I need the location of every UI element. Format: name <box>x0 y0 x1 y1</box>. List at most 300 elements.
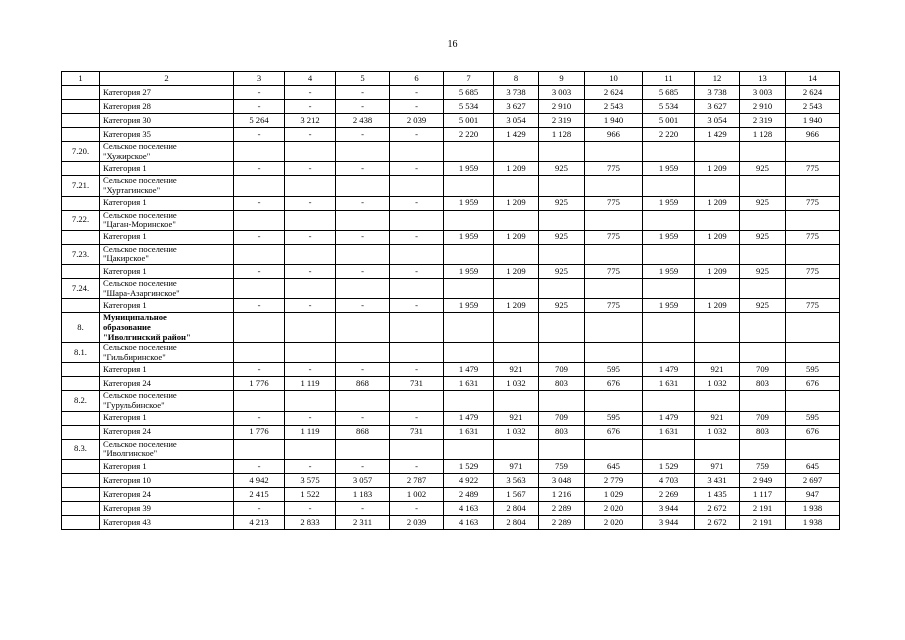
row-number-cell <box>62 411 100 425</box>
table-row <box>62 299 840 313</box>
row-name-cell <box>100 425 234 439</box>
value-cell <box>585 244 643 264</box>
value-cell <box>234 244 285 264</box>
value-cell <box>285 391 336 411</box>
value-cell: 1 209 <box>695 299 740 313</box>
row-name-line: "Гурульбинское" <box>103 400 165 410</box>
value-cell <box>740 343 786 363</box>
row-name-cell <box>100 473 234 487</box>
value-cell <box>285 244 336 264</box>
row-name-line: Категория 1 <box>103 299 147 310</box>
row-name-cell <box>100 391 234 411</box>
value-cell <box>390 391 444 411</box>
row-number-cell <box>62 162 100 176</box>
value-cell <box>336 176 390 196</box>
value-cell: - <box>285 411 336 425</box>
table-row <box>62 363 840 377</box>
value-cell: 3 944 <box>643 501 695 515</box>
value-cell: 1 429 <box>494 128 539 142</box>
value-cell <box>336 313 390 343</box>
row-name-line: "Шара-Азаргинское" <box>103 287 180 298</box>
value-cell <box>234 210 285 230</box>
value-cell: - <box>285 100 336 114</box>
row-name-line: Категория 27 <box>103 86 151 97</box>
value-cell: - <box>234 128 285 142</box>
value-cell <box>643 279 695 299</box>
value-cell <box>740 176 786 196</box>
value-cell <box>786 313 840 343</box>
value-cell: - <box>390 501 444 515</box>
value-cell <box>234 142 285 162</box>
value-cell: 2 672 <box>695 515 740 529</box>
table-row <box>62 459 840 473</box>
value-cell: 1 959 <box>643 299 695 313</box>
value-cell: - <box>234 230 285 244</box>
value-cell: 803 <box>740 377 786 391</box>
value-cell: 1 959 <box>643 265 695 279</box>
value-cell <box>786 176 840 196</box>
value-cell <box>539 142 585 162</box>
value-cell <box>444 343 494 363</box>
row-name-line: Категория 24 <box>103 426 151 437</box>
value-cell: 1 029 <box>585 487 643 501</box>
value-cell <box>539 313 585 343</box>
value-cell: - <box>390 299 444 313</box>
value-cell: 2 543 <box>786 100 840 114</box>
value-cell <box>539 279 585 299</box>
value-cell: 925 <box>740 265 786 279</box>
value-cell: 1 959 <box>444 230 494 244</box>
value-cell: 2 289 <box>539 501 585 515</box>
row-name-cell <box>100 162 234 176</box>
value-cell: 1 631 <box>444 425 494 439</box>
value-cell: 775 <box>786 299 840 313</box>
row-name-line: "Иволгинский район" <box>103 331 191 342</box>
column-header: 2 <box>100 72 234 86</box>
row-name-line: Категория 43 <box>103 516 151 527</box>
value-cell: - <box>390 196 444 210</box>
value-cell <box>444 313 494 343</box>
column-header: 4 <box>285 72 336 86</box>
value-cell <box>494 343 539 363</box>
value-cell: 759 <box>740 459 786 473</box>
value-cell: 1 940 <box>786 114 840 128</box>
table-row <box>62 343 840 363</box>
value-cell <box>786 279 840 299</box>
row-name-line: "Цакирское" <box>103 253 149 264</box>
value-cell <box>740 439 786 459</box>
value-cell <box>695 313 740 343</box>
value-cell: 676 <box>585 425 643 439</box>
value-cell <box>494 142 539 162</box>
column-header: 10 <box>585 72 643 86</box>
row-name-cell <box>100 100 234 114</box>
value-cell: 1 479 <box>643 363 695 377</box>
value-cell: 1 209 <box>695 265 740 279</box>
value-cell: 595 <box>585 411 643 425</box>
value-cell: 2 220 <box>643 128 695 142</box>
value-cell <box>585 391 643 411</box>
value-cell: - <box>285 196 336 210</box>
value-cell: 1 209 <box>494 196 539 210</box>
value-cell: 803 <box>539 425 585 439</box>
value-cell <box>444 210 494 230</box>
value-cell <box>494 279 539 299</box>
value-cell: 4 922 <box>444 473 494 487</box>
value-cell: 676 <box>786 425 840 439</box>
value-cell: - <box>285 230 336 244</box>
value-cell: 1 631 <box>444 377 494 391</box>
value-cell <box>336 210 390 230</box>
value-cell: 2 220 <box>444 128 494 142</box>
row-name-line: Категория 28 <box>103 100 151 111</box>
value-cell <box>695 210 740 230</box>
value-cell <box>285 176 336 196</box>
value-cell: 4 163 <box>444 501 494 515</box>
row-number-cell: 8.1. <box>62 343 100 363</box>
value-cell: 5 001 <box>444 114 494 128</box>
value-cell <box>285 142 336 162</box>
row-number-cell <box>62 265 100 279</box>
value-cell: 1 209 <box>494 299 539 313</box>
column-header: 6 <box>390 72 444 86</box>
value-cell: 595 <box>786 363 840 377</box>
row-name-line: Сельское поселение <box>103 210 177 220</box>
value-cell <box>695 142 740 162</box>
value-cell: - <box>234 459 285 473</box>
value-cell <box>539 343 585 363</box>
value-cell: 2 191 <box>740 501 786 515</box>
value-cell: 3 431 <box>695 473 740 487</box>
row-name-line: Категория 10 <box>103 474 151 485</box>
value-cell: 2 833 <box>285 515 336 529</box>
column-header: 9 <box>539 72 585 86</box>
value-cell: 676 <box>786 377 840 391</box>
row-name-line: Сельское поселение <box>103 141 177 151</box>
value-cell: 3 212 <box>285 114 336 128</box>
value-cell: 645 <box>585 459 643 473</box>
value-cell: 925 <box>740 299 786 313</box>
value-cell <box>234 343 285 363</box>
value-cell: 3 575 <box>285 473 336 487</box>
value-cell: 925 <box>539 162 585 176</box>
row-number-cell <box>62 100 100 114</box>
value-cell: 775 <box>786 196 840 210</box>
table-row <box>62 411 840 425</box>
value-cell: 925 <box>539 299 585 313</box>
value-cell: 775 <box>585 162 643 176</box>
value-cell: - <box>336 459 390 473</box>
value-cell: 3 944 <box>643 515 695 529</box>
row-name-line: Категория 24 <box>103 378 151 389</box>
value-cell: - <box>390 162 444 176</box>
value-cell: - <box>234 196 285 210</box>
row-name-cell <box>100 377 234 391</box>
value-cell: 1 522 <box>285 487 336 501</box>
value-cell: 5 685 <box>444 86 494 100</box>
column-header: 3 <box>234 72 285 86</box>
value-cell: 2 438 <box>336 114 390 128</box>
value-cell <box>539 176 585 196</box>
value-cell: - <box>336 230 390 244</box>
table-row <box>62 86 840 100</box>
value-cell: 1 938 <box>786 501 840 515</box>
value-cell: 2 624 <box>585 86 643 100</box>
value-cell <box>643 439 695 459</box>
value-cell <box>444 279 494 299</box>
value-cell: 1 209 <box>695 162 740 176</box>
row-number-cell <box>62 86 100 100</box>
row-name-cell <box>100 313 234 343</box>
value-cell: 2 787 <box>390 473 444 487</box>
column-header: 13 <box>740 72 786 86</box>
row-number-cell <box>62 425 100 439</box>
value-cell: - <box>336 196 390 210</box>
value-cell <box>740 279 786 299</box>
value-cell <box>695 176 740 196</box>
value-cell: 1 959 <box>643 162 695 176</box>
value-cell: - <box>234 100 285 114</box>
row-name-line: Категория 1 <box>103 265 147 276</box>
tariff-table <box>61 71 840 530</box>
row-name-cell <box>100 176 234 196</box>
row-name-line: Сельское поселение <box>103 278 177 288</box>
value-cell <box>740 244 786 264</box>
row-number-cell <box>62 230 100 244</box>
value-cell: 1 940 <box>585 114 643 128</box>
value-cell: 2 804 <box>494 501 539 515</box>
value-cell <box>234 391 285 411</box>
value-cell: 1 479 <box>643 411 695 425</box>
value-cell: 1 209 <box>494 162 539 176</box>
row-number-cell: 7.23. <box>62 244 100 264</box>
value-cell <box>539 244 585 264</box>
value-cell: 868 <box>336 425 390 439</box>
row-name-cell <box>100 230 234 244</box>
value-cell: 5 534 <box>444 100 494 114</box>
value-cell: 966 <box>786 128 840 142</box>
row-name-line: Сельское поселение <box>103 244 177 254</box>
page-number: 16 <box>447 39 458 50</box>
value-cell: 775 <box>585 299 643 313</box>
row-number-cell <box>62 377 100 391</box>
row-number-cell <box>62 501 100 515</box>
value-cell: - <box>390 230 444 244</box>
value-cell: 1 209 <box>494 265 539 279</box>
value-cell: 5 534 <box>643 100 695 114</box>
value-cell <box>786 210 840 230</box>
value-cell: 2 697 <box>786 473 840 487</box>
value-cell: - <box>285 501 336 515</box>
value-cell <box>539 439 585 459</box>
value-cell: - <box>285 299 336 313</box>
value-cell <box>285 343 336 363</box>
row-name-cell <box>100 487 234 501</box>
row-number-cell: 8.3. <box>62 439 100 459</box>
value-cell: 925 <box>539 196 585 210</box>
value-cell <box>494 244 539 264</box>
value-cell: 2 020 <box>585 515 643 529</box>
row-number-cell <box>62 473 100 487</box>
row-name-line: Категория 35 <box>103 128 151 139</box>
value-cell <box>585 313 643 343</box>
value-cell: 1 183 <box>336 487 390 501</box>
row-name-cell <box>100 501 234 515</box>
table-row <box>62 313 840 343</box>
value-cell: - <box>336 411 390 425</box>
value-cell: 966 <box>585 128 643 142</box>
value-cell: 868 <box>336 377 390 391</box>
row-number-cell <box>62 196 100 210</box>
value-cell: 5 264 <box>234 114 285 128</box>
value-cell: 3 003 <box>539 86 585 100</box>
row-name-line: "Хужирское" <box>103 150 151 161</box>
value-cell: 2 415 <box>234 487 285 501</box>
table-row <box>62 114 840 128</box>
value-cell: 1 959 <box>643 230 695 244</box>
row-number-cell <box>62 363 100 377</box>
value-cell: 1 117 <box>740 487 786 501</box>
row-name-cell <box>100 128 234 142</box>
value-cell <box>786 343 840 363</box>
value-cell <box>643 210 695 230</box>
value-cell <box>539 391 585 411</box>
value-cell: 731 <box>390 377 444 391</box>
value-cell: 3 048 <box>539 473 585 487</box>
value-cell <box>336 343 390 363</box>
value-cell: 1 567 <box>494 487 539 501</box>
row-name-cell <box>100 210 234 230</box>
value-cell <box>390 176 444 196</box>
row-name-cell <box>100 411 234 425</box>
value-cell: - <box>234 265 285 279</box>
value-cell: 1 032 <box>494 377 539 391</box>
value-cell: 2 804 <box>494 515 539 529</box>
row-name-cell <box>100 86 234 100</box>
value-cell: 775 <box>786 265 840 279</box>
value-cell: - <box>390 128 444 142</box>
value-cell: 803 <box>539 377 585 391</box>
value-cell: 925 <box>539 265 585 279</box>
value-cell: 1 032 <box>695 425 740 439</box>
value-cell: 1 119 <box>285 425 336 439</box>
value-cell: - <box>234 411 285 425</box>
row-name-line: образование <box>103 321 151 332</box>
value-cell: 947 <box>786 487 840 501</box>
value-cell: - <box>336 162 390 176</box>
table-row <box>62 196 840 210</box>
column-header: 12 <box>695 72 740 86</box>
value-cell <box>643 391 695 411</box>
column-header: 5 <box>336 72 390 86</box>
value-cell <box>285 439 336 459</box>
table-row <box>62 265 840 279</box>
value-cell <box>494 313 539 343</box>
value-cell: 1 002 <box>390 487 444 501</box>
value-cell: 2 289 <box>539 515 585 529</box>
table-row <box>62 391 840 411</box>
value-cell: 3 003 <box>740 86 786 100</box>
row-name-cell <box>100 114 234 128</box>
value-cell <box>643 176 695 196</box>
value-cell <box>444 176 494 196</box>
row-name-line: Категория 39 <box>103 502 151 513</box>
value-cell: 921 <box>695 363 740 377</box>
value-cell: 4 942 <box>234 473 285 487</box>
value-cell: 1 631 <box>643 425 695 439</box>
row-name-line: Сельское поселение <box>103 439 177 449</box>
value-cell: 1 959 <box>643 196 695 210</box>
value-cell <box>336 142 390 162</box>
value-cell: 709 <box>740 411 786 425</box>
row-number-cell: 7.20. <box>62 142 100 162</box>
value-cell: 2 949 <box>740 473 786 487</box>
table-row <box>62 230 840 244</box>
value-cell: - <box>336 265 390 279</box>
value-cell <box>585 210 643 230</box>
row-number-cell: 8.2. <box>62 391 100 411</box>
value-cell <box>234 279 285 299</box>
value-cell: 3 054 <box>695 114 740 128</box>
value-cell: 709 <box>539 411 585 425</box>
value-cell: 1 032 <box>695 377 740 391</box>
value-cell: - <box>336 86 390 100</box>
row-number-cell <box>62 459 100 473</box>
value-cell: 3 057 <box>336 473 390 487</box>
value-cell <box>643 343 695 363</box>
table-body <box>62 72 840 530</box>
value-cell: - <box>285 459 336 473</box>
row-name-line: "Хуртагинское" <box>103 184 161 195</box>
value-cell: 759 <box>539 459 585 473</box>
value-cell <box>695 279 740 299</box>
value-cell: - <box>234 86 285 100</box>
value-cell: 2 020 <box>585 501 643 515</box>
value-cell: 595 <box>585 363 643 377</box>
value-cell: 4 163 <box>444 515 494 529</box>
value-cell <box>390 210 444 230</box>
value-cell: 5 685 <box>643 86 695 100</box>
value-cell: 1 959 <box>444 162 494 176</box>
table-row <box>62 377 840 391</box>
row-name-line: Категория 1 <box>103 197 147 208</box>
table-row <box>62 244 840 264</box>
value-cell: - <box>336 501 390 515</box>
row-name-cell <box>100 265 234 279</box>
table-row <box>62 487 840 501</box>
value-cell <box>695 439 740 459</box>
row-name-line: Категория 1 <box>103 364 147 375</box>
column-header: 11 <box>643 72 695 86</box>
value-cell <box>585 176 643 196</box>
value-cell <box>695 391 740 411</box>
value-cell: 2 543 <box>585 100 643 114</box>
value-cell: 709 <box>539 363 585 377</box>
value-cell: - <box>285 162 336 176</box>
value-cell <box>786 244 840 264</box>
row-name-cell <box>100 196 234 210</box>
value-cell: - <box>285 265 336 279</box>
value-cell <box>585 343 643 363</box>
value-cell: 1 959 <box>444 196 494 210</box>
value-cell: 2 672 <box>695 501 740 515</box>
value-cell <box>390 439 444 459</box>
value-cell: 1 435 <box>695 487 740 501</box>
value-cell <box>494 210 539 230</box>
value-cell: - <box>336 128 390 142</box>
row-name-cell <box>100 459 234 473</box>
table-row <box>62 515 840 529</box>
